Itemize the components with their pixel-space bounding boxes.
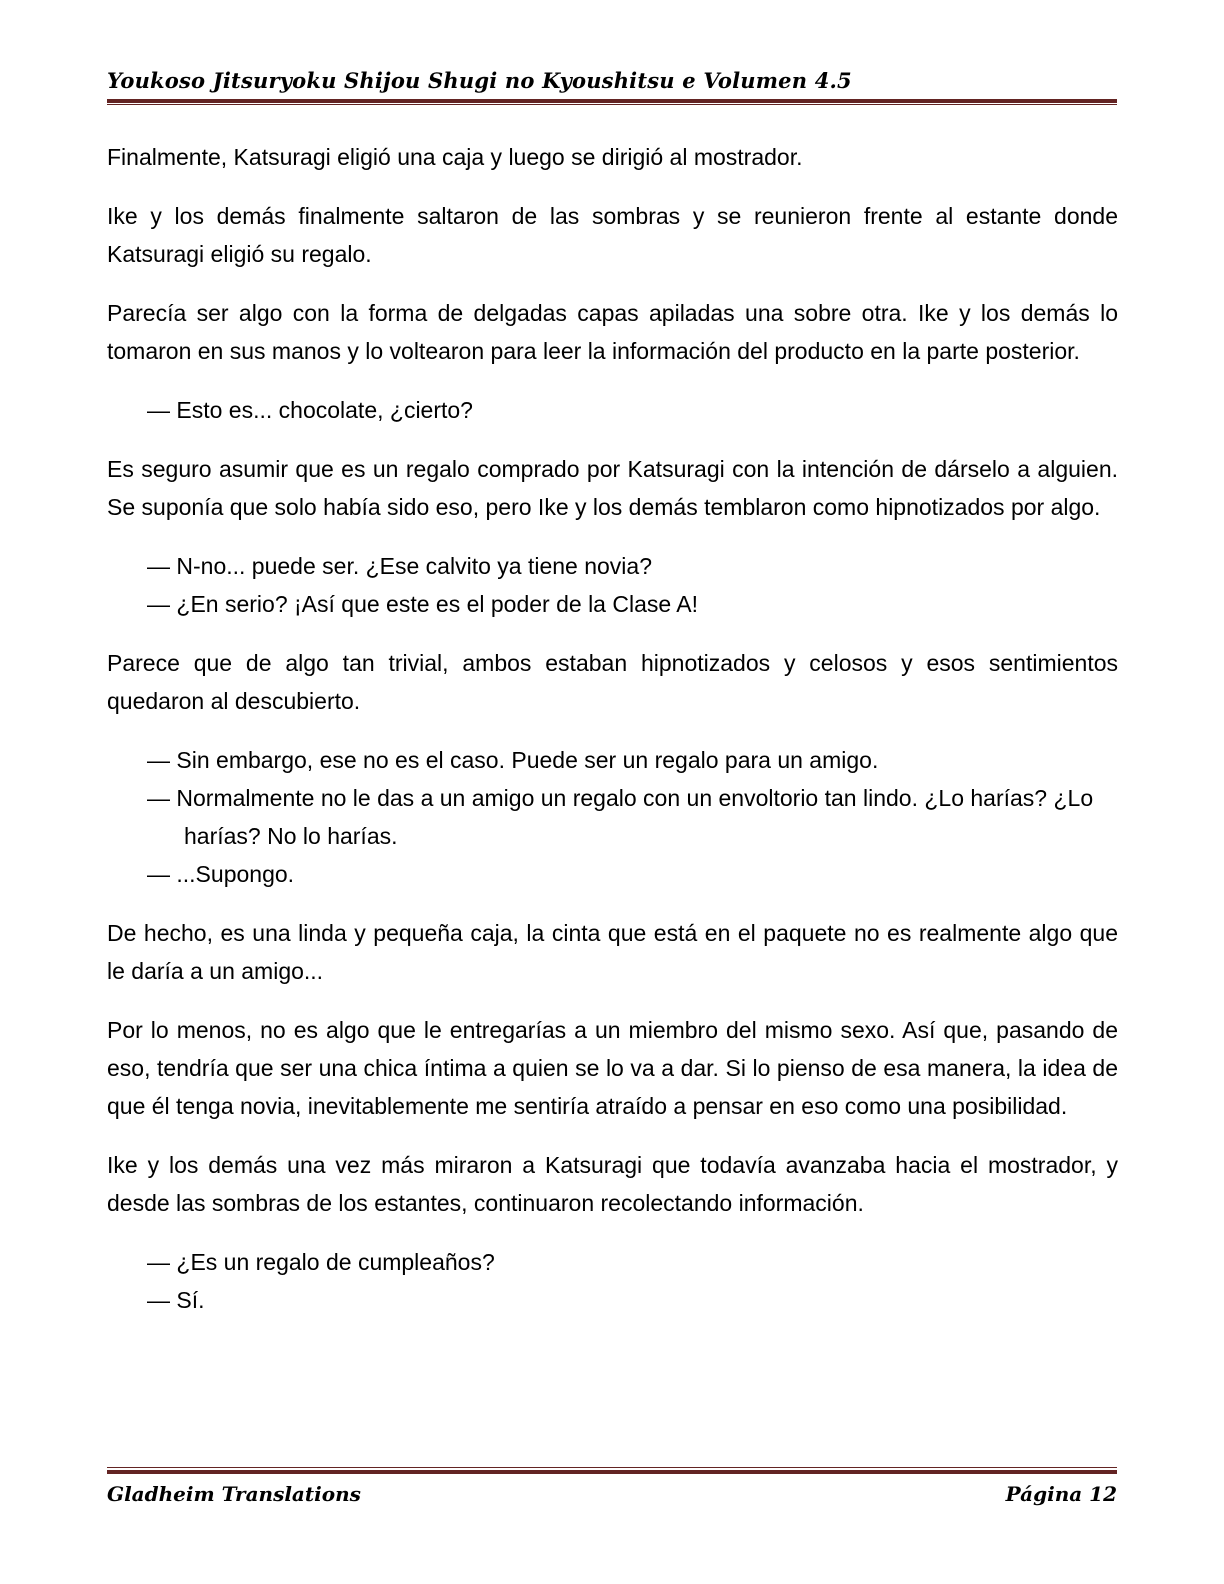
- header-title: Youkoso Jitsuryoku Shijou Shugi no Kyoushitsu e Volumen 4.5: [107, 68, 852, 93]
- header-rule: [107, 99, 1117, 105]
- paragraph: Finalmente, Katsuragi eligió una caja y luego se dirigió al mostrador.: [107, 144, 803, 170]
- paragraph: Parecía ser algo con la forma de delgadas capas apiladas una sobre otra. Ike y los demás lo tomaron en sus manos y lo voltearon para leer la información del producto en la parte posterior.: [107, 300, 1118, 364]
- footer-rule: [107, 1467, 1117, 1474]
- paragraph: Parece que de algo tan trivial, ambos estaban hipnotizados y celosos y esos sentimientos quedaron al descubierto.: [107, 650, 1118, 714]
- dialogue-line: — Sí.: [147, 1287, 205, 1313]
- footer-translator: Gladheim Translations: [107, 1482, 361, 1506]
- dialogue-line: — ¿En serio? ¡Así que este es el poder de la Clase A!: [147, 591, 699, 617]
- paragraph: Es seguro asumir que es un regalo comprado por Katsuragi con la intención de dárselo a alguien. Se suponía que solo había sido eso, pero Ike y los demás temblaron como hipnotizados por algo.: [107, 456, 1118, 520]
- page-header: [107, 68, 1117, 105]
- footer-row: [107, 1482, 1117, 1506]
- paragraph: Por lo menos, no es algo que le entregarías a un miembro del mismo sexo. Así que, pasando de eso, tendría que ser una chica íntima a quien se lo va a dar. Si lo pienso de esa manera, la idea de que él tenga novia, inevitablemente me sentiría atraído a pensar en eso como una posibilidad.: [107, 1017, 1118, 1119]
- paragraph: De hecho, es una linda y pequeña caja, la cinta que está en el paquete no es realmente algo que le daría a un amigo...: [107, 920, 1118, 984]
- paragraph: Ike y los demás finalmente saltaron de las sombras y se reunieron frente al estante donde Katsuragi eligió su regalo.: [107, 203, 1118, 267]
- dialogue-line: — Normalmente no le das a un amigo un regalo con un envoltorio tan lindo. ¿Lo harías? ¿Lo harías? No lo harías.: [147, 785, 1094, 849]
- dialogue-line: — Esto es... chocolate, ¿cierto?: [147, 397, 473, 423]
- dialogue-line: — ¿Es un regalo de cumpleaños?: [147, 1249, 495, 1275]
- page-footer: [107, 1467, 1117, 1506]
- dialogue-line: — Sin embargo, ese no es el caso. Puede ser un regalo para un amigo.: [147, 747, 879, 773]
- dialogue-line: — N-no... puede ser. ¿Ese calvito ya tiene novia?: [147, 553, 652, 579]
- footer-page-number: Página 12: [1005, 1482, 1117, 1506]
- document-body: [107, 138, 1118, 1319]
- dialogue-line: — ...Supongo.: [147, 861, 295, 887]
- paragraph: Ike y los demás una vez más miraron a Katsuragi que todavía avanzaba hacia el mostrador, y desde las sombras de los estantes, continuaron recolectando información.: [107, 1152, 1118, 1216]
